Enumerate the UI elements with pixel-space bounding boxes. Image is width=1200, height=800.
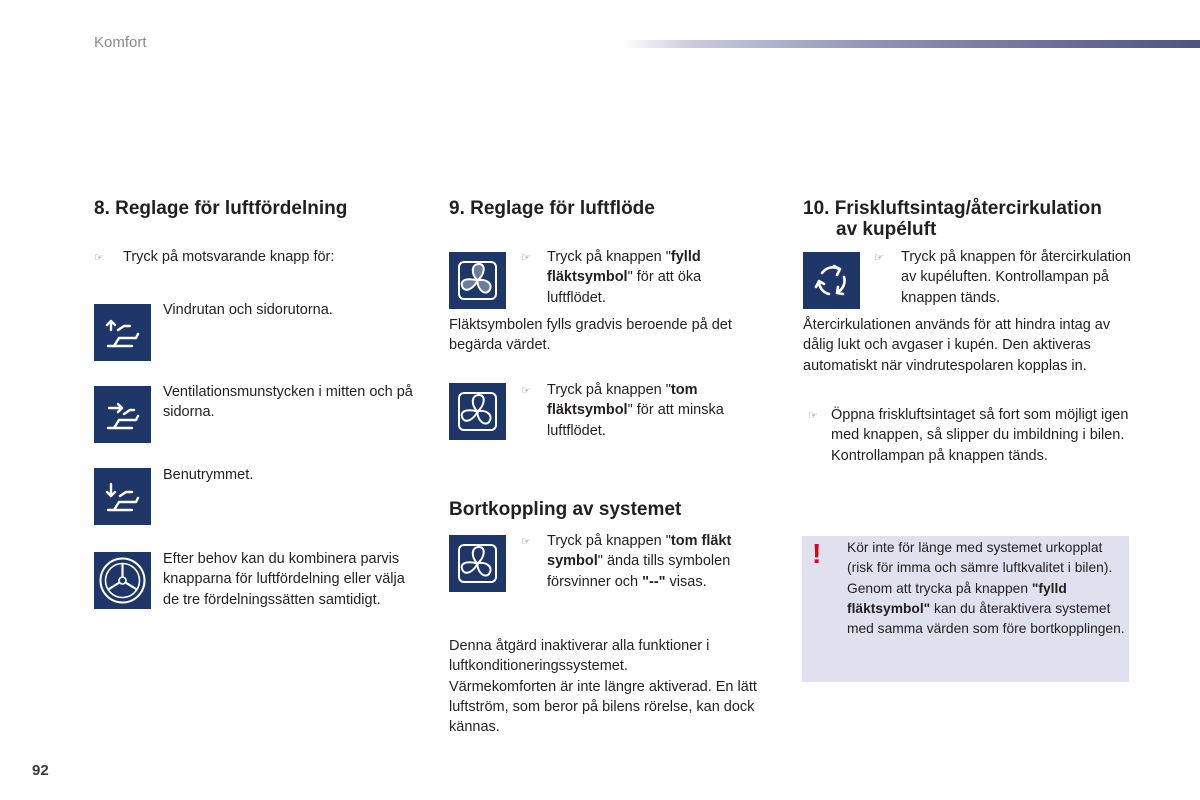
airflow-footwell-icon: [94, 468, 151, 525]
bullet-icon: ☞: [521, 536, 531, 548]
bullet-icon: ☞: [94, 252, 104, 264]
bullet-icon: ☞: [521, 252, 531, 264]
intro-text: Tryck på motsvarande knapp för:: [123, 249, 335, 265]
heading-air-flow: 9. Reglage för luftflöde: [449, 198, 655, 219]
recirc-bullet-text: Tryck på knappen för återcirkulation av kupéluften. Kontrollampan på knappen tänds.: [901, 249, 1131, 306]
increase-flow-text: Tryck på knappen "fylld fläktsymbol" för att öka luftflödet.: [547, 249, 702, 306]
bullet-icon: ☞: [808, 410, 818, 422]
heading-air-distribution: 8. Reglage för luftfördelning: [94, 198, 348, 219]
distribution-dial-icon: [94, 552, 151, 609]
airflow-windscreen-icon: [94, 304, 151, 361]
page-number: 92: [32, 762, 49, 779]
recirc-note-text: Återcirkulationen används för att hindra intag av dålig lukt och avgaser i kupén. Den aktiveras automatiskt när vindrutespolaren kopplas in.: [803, 317, 1111, 374]
footwell-text: Benutrymmet.: [163, 467, 254, 483]
system-off-note: Denna åtgärd inaktiverar alla funktioner i luftkonditioneringssystemet. Värmekomforten är inte längre aktiverad. En lätt luftström, som beror på bilens rörelse, kan dock kännas.: [449, 638, 757, 736]
airflow-vents-icon: [94, 386, 151, 443]
fan-empty-icon: [449, 383, 506, 440]
section-title: Komfort: [94, 34, 147, 51]
warning-icon: !: [812, 538, 822, 569]
bullet-icon: ☞: [874, 252, 884, 264]
fill-note-text: Fläktsymbolen fylls gradvis beroende på det begärda värdet.: [449, 317, 732, 354]
heading-recirculation-line2: av kupéluft: [836, 219, 937, 240]
recirculation-icon: [803, 252, 860, 309]
fresh-air-text: Öppna friskluftsintaget så fort som möjligt igen med knappen, så slipper du imbildning i bilen. Kontrollampan på knappen tänds.: [831, 407, 1129, 464]
fan-filled-icon: [449, 252, 506, 309]
header-gradient-bar: [622, 40, 1200, 48]
fan-empty-icon: [449, 535, 506, 592]
combine-text: Efter behov kan du kombinera parvis knapparna för luftfördelning eller välja de tre fördelningssätten samtidigt.: [163, 551, 405, 608]
bullet-icon: ☞: [521, 385, 531, 397]
heading-recirculation: 10. Friskluftsintag/återcirkulation: [803, 198, 1102, 219]
warning-text: Kör inte för länge med systemet urkopplat (risk för imma och sämre luftkvalitet i bilen). Genom att trycka på knappen "fylld fläktsymbol" kan du återaktivera systemet med samma värden som före bortkopplingen.: [847, 540, 1125, 637]
system-off-text: Tryck på knappen "tom fläkt symbol" ända tills symbolen försvinner och "--" visas.: [547, 533, 732, 590]
windscreen-text: Vindrutan och sidorutorna.: [163, 302, 333, 318]
heading-system-off: Bortkoppling av systemet: [449, 499, 682, 520]
decrease-flow-text: Tryck på knappen "tom fläktsymbol" för att minska luftflödet.: [547, 382, 724, 439]
vents-text: Ventilationsmunstycken i mitten och på sidorna.: [163, 384, 413, 421]
